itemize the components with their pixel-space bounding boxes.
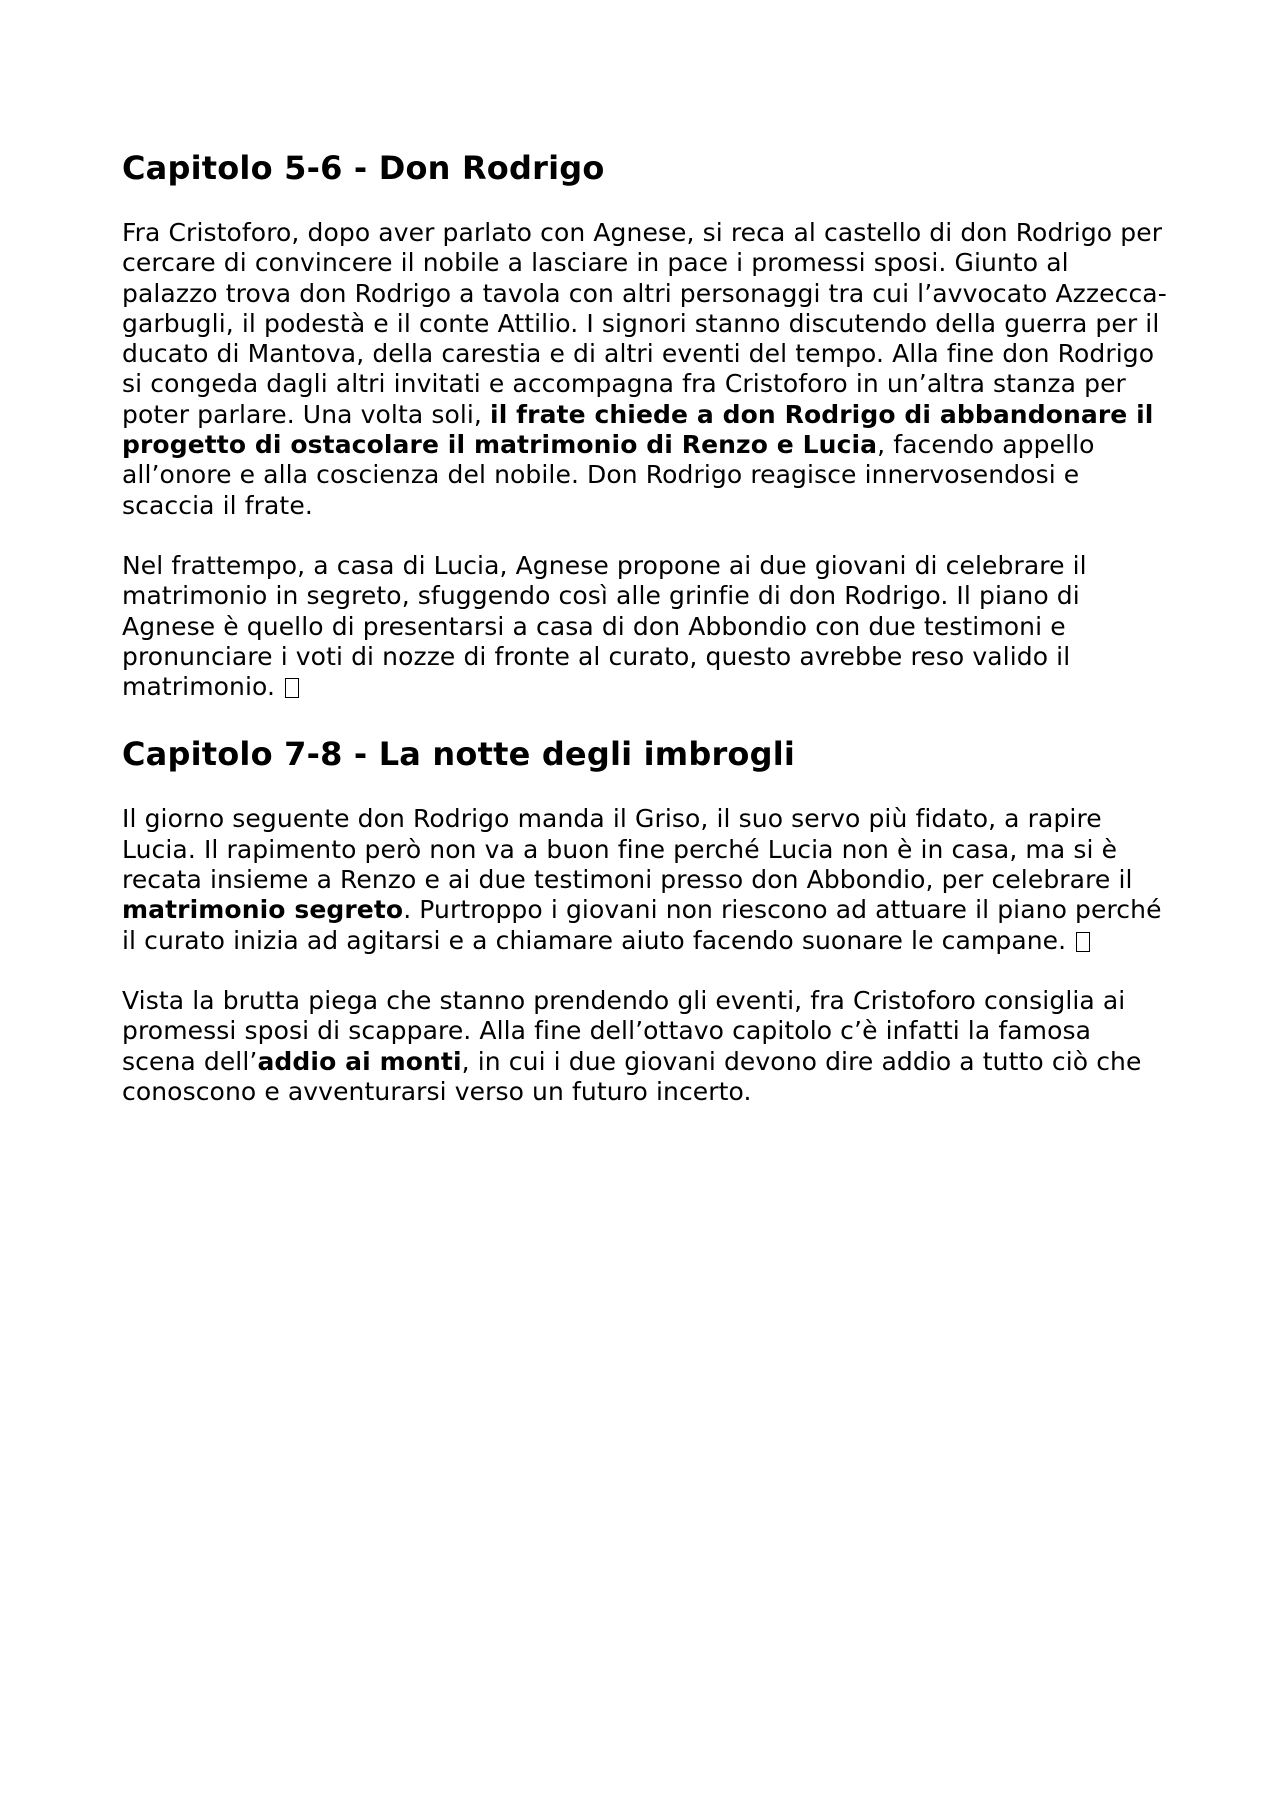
paragraph-text: , facendo appello all’onore e alla coscienza del nobile. Don Rodrigo reagisce innervosendosi e scaccia il frate. xyxy=(122,430,1095,520)
missing-glyph-icon xyxy=(285,678,299,698)
section-title-capitolo-5-6: Capitolo 5-6 - Don Rodrigo xyxy=(122,149,605,187)
paragraph-addio-ai-monti xyxy=(122,986,1172,1107)
section-title-capitolo-7-8: Capitolo 7-8 - La notte degli imbrogli xyxy=(122,735,796,774)
document-page xyxy=(122,148,1172,1107)
paragraph-text: Nel frattempo, a casa di Lucia, Agnese propone ai due giovani di celebrare il matrimonio in segreto, sfuggendo così alle grinfie di don Rodrigo. Il piano di Agnese è quello di presentarsi a casa di don Abbondio con due testimoni e pronunciare i voti di nozze di fronte al curato, questo avrebbe reso valido il matrimonio. xyxy=(122,550,1087,702)
paragraph-text: Vista la brutta piega che stanno prendendo gli eventi, fra Cristoforo consiglia ai promessi sposi di scappare. Alla fine dell’ottavo capitolo c’è infatti la famosa scena dell’ xyxy=(122,985,1126,1076)
paragraph-griso-kidnapping xyxy=(122,804,1172,955)
bold-text: addio ai monti xyxy=(257,1046,462,1076)
paragraph-text: , in cui i due giovani devono dire addio a tutto ciò che conoscono e avventurarsi verso un futuro incerto. xyxy=(122,1046,1142,1106)
paragraph-fra-cristoforo-visit xyxy=(122,218,1172,521)
paragraph-agnese-plan xyxy=(122,551,1172,702)
missing-glyph-icon xyxy=(1076,932,1090,952)
bold-text: il frate chiede a don Rodrigo di abbandonare il progetto di ostacolare il matrimonio di Renzo e Lucia xyxy=(122,399,1154,460)
bold-text: matrimonio segreto xyxy=(122,895,404,925)
paragraph-text: . Purtroppo i giovani non riescono ad attuare il piano perché il curato inizia ad agitarsi e a chiamare aiuto facendo suonare le campane. xyxy=(122,895,1162,955)
paragraph-text: Fra Cristoforo, dopo aver parlato con Agnese, si reca al castello di don Rodrigo per cercare di convincere il nobile a lasciare in pace i promessi sposi. Giunto al palazzo trova don Rodrigo a tavola con altri personaggi tra cui l’avvocato Azzecca-garbugli, il podestà e il conte Attilio. I signori stanno discutendo della guerra per il ducato di Mantova, della carestia e di altri eventi del tempo. Alla fine don Rodrigo si congeda dagli altri invitati e accompagna fra Cristoforo in un’altra stanza per poter parlare. Una volta soli, xyxy=(122,218,1167,429)
paragraph-text: Il giorno seguente don Rodrigo manda il Griso, il suo servo più fidato, a rapire Lucia. Il rapimento però non va a buon fine perché Lucia non è in casa, ma si è recata insieme a Renzo e ai due testimoni presso don Abbondio, per celebrare il xyxy=(122,804,1133,895)
